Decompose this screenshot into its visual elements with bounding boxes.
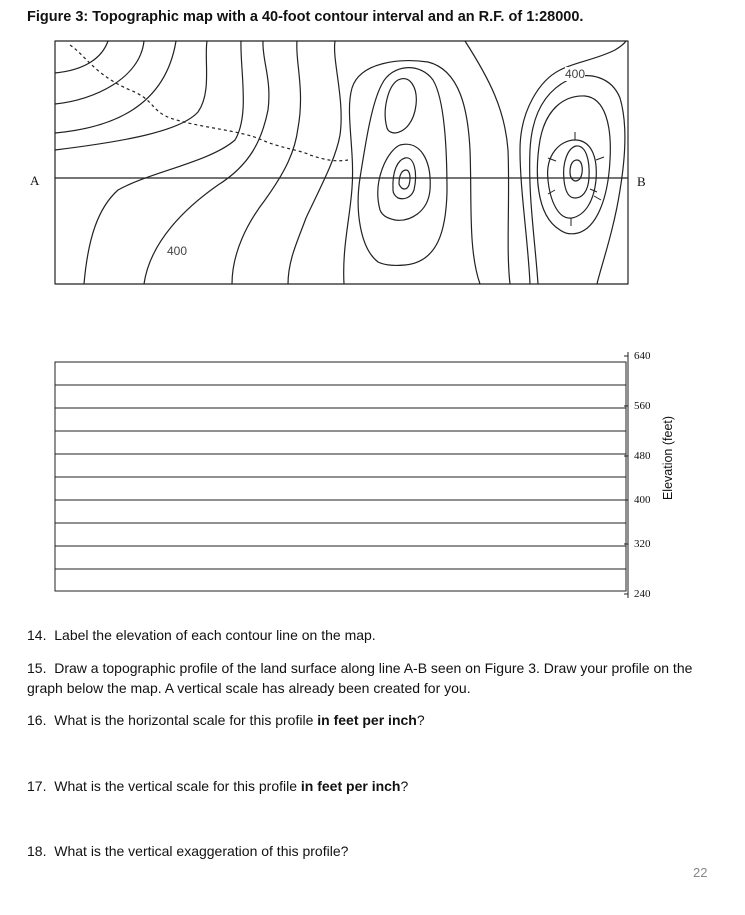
- question-emphasis: in feet per inch: [317, 712, 417, 728]
- question-14: [27, 625, 717, 645]
- contour-label: 400: [167, 244, 188, 258]
- question-text: What is the vertical scale for this profile: [54, 778, 301, 794]
- contour-line: [55, 41, 176, 133]
- question-17: [27, 776, 717, 796]
- y-tick-label: 480: [634, 450, 651, 462]
- question-16: [27, 710, 717, 730]
- contour-line: [358, 68, 447, 266]
- contour-line: [385, 79, 416, 133]
- stream-dashed-line: [70, 45, 348, 161]
- contour-label: 400: [565, 67, 586, 81]
- contour-line: [344, 61, 480, 284]
- profile-graph: [55, 352, 628, 598]
- contour-line: [55, 41, 108, 73]
- question-text: Label the elevation of each contour line on the map.: [54, 627, 376, 643]
- contour-line: [55, 41, 207, 150]
- question-number: 15.: [27, 660, 47, 676]
- y-axis-label: Elevation (feet): [661, 415, 675, 501]
- contour-line: [399, 170, 410, 189]
- y-tick-label: 320: [634, 538, 651, 550]
- question-number: 17.: [27, 778, 47, 794]
- question-text-end: ?: [400, 778, 409, 794]
- y-tick-label: 240: [634, 588, 651, 600]
- question-text: Draw a topographic profile of the land surface along line A-B seen on Figure 3. Draw your profile on the graph below the map. A vertical scale has already been created for you.: [27, 660, 693, 696]
- page-number: 22: [693, 865, 708, 880]
- question-18: [27, 841, 717, 861]
- question-emphasis: in feet per inch: [300, 778, 401, 794]
- contour-line: [465, 41, 510, 284]
- y-tick-label: 640: [634, 350, 651, 362]
- question-number: 16.: [27, 712, 47, 728]
- figure-title: Figure 3: Topographic map with a 40-foot contour interval and an R.F. of 1:28000.: [27, 9, 584, 25]
- question-15: [27, 658, 717, 698]
- question-number: 14.: [27, 627, 47, 643]
- question-text: What is the horizontal scale for this profile: [54, 712, 318, 728]
- point-b-label: B: [637, 174, 646, 189]
- contour-line: [55, 41, 144, 104]
- question-text: What is the vertical exaggeration of this profile?: [54, 843, 349, 859]
- contour-line: [378, 144, 430, 220]
- contour-line: [564, 146, 590, 198]
- y-tick-label: 560: [634, 400, 651, 412]
- contour-line: [288, 41, 341, 284]
- y-tick-label: 400: [634, 494, 651, 506]
- map-frame: [55, 41, 628, 284]
- point-a-label: A: [30, 173, 40, 188]
- contour-line: [530, 76, 625, 284]
- question-number: 18.: [27, 843, 47, 859]
- question-text-end: ?: [416, 712, 425, 728]
